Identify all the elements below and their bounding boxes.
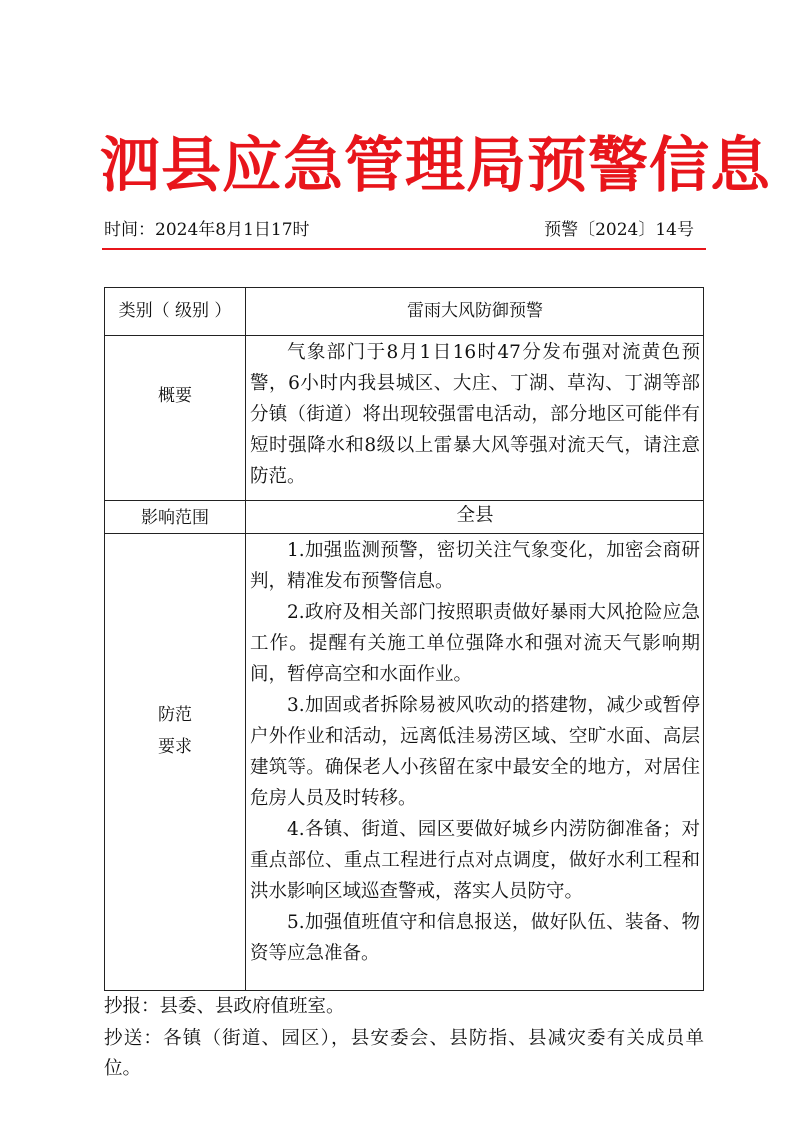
scope-value: 全县	[456, 505, 494, 526]
category-label: 类别（ 级别 ）	[118, 301, 232, 321]
document-meta	[104, 216, 704, 244]
measure-item: 3.加固或者拆除易被风吹动的搭建物，减少或暂停户外作业和活动，远离低洼易涝区域、空旷水面、高层建筑等。确保老人小孩留在家中最安全的地方，对居住危房人员及时转移。	[250, 695, 700, 809]
issue-time-value: 2024年8月1日17时	[155, 220, 310, 240]
table-border-bottom	[104, 990, 704, 991]
document-title: 泗县应急管理局预警信息	[100, 131, 771, 201]
measure-item: 4.各镇、街道、园区要做好城乡内涝防御准备；对重点部位、重点工程进行点对点调度，做好水利工程和洪水影响区域巡查警戒，落实人员防守。	[250, 819, 700, 902]
copy-to-line: 抄送：各镇（街道、园区），县安委会、县防指、县减灾委有关成员单位。	[104, 1028, 704, 1079]
measure-item: 5.加强值班值守和信息报送，做好队伍、装备、物资等应急准备。	[250, 912, 700, 964]
measures-label-line: 防范	[158, 705, 192, 725]
overview-cell	[246, 337, 704, 492]
document-number: 预警〔2024〕14号	[544, 220, 694, 240]
measures-label	[104, 699, 246, 763]
table-row-divider	[104, 533, 704, 534]
warning-table	[104, 287, 704, 991]
issue-time	[104, 216, 310, 244]
red-divider	[102, 248, 706, 250]
table-row-divider	[104, 335, 704, 336]
category-value: 雷雨大风防御预警	[407, 301, 543, 321]
overview-text: 气象部门于8月1日16时47分发布强对流黄色预警，6小时内我县城区、大庄、丁湖、草沟、丁湖等部分镇（街道）将出现较强雷电活动，部分地区可能伴有短时强降水和8级以上雷暴大风等强对流天气，请注意防范。	[250, 342, 700, 487]
measures-cell	[246, 535, 704, 969]
table-border-top	[104, 287, 704, 288]
scope-label: 影响范围	[141, 508, 209, 528]
overview-label: 概要	[158, 386, 192, 406]
report-to-line: 抄报：县委、县政府值班室。	[104, 996, 345, 1017]
measure-item: 1.加强监测预警，密切关注气象变化，加密会商研判，精准发布预警信息。	[250, 540, 700, 592]
issue-time-label: 时间：	[104, 220, 155, 240]
measures-label-line: 要求	[158, 737, 192, 757]
measure-item: 2.政府及相关部门按照职责做好暴雨大风抢险应急工作。提醒有关施工单位强降水和强对流天气影响期间，暂停高空和水面作业。	[250, 602, 700, 685]
